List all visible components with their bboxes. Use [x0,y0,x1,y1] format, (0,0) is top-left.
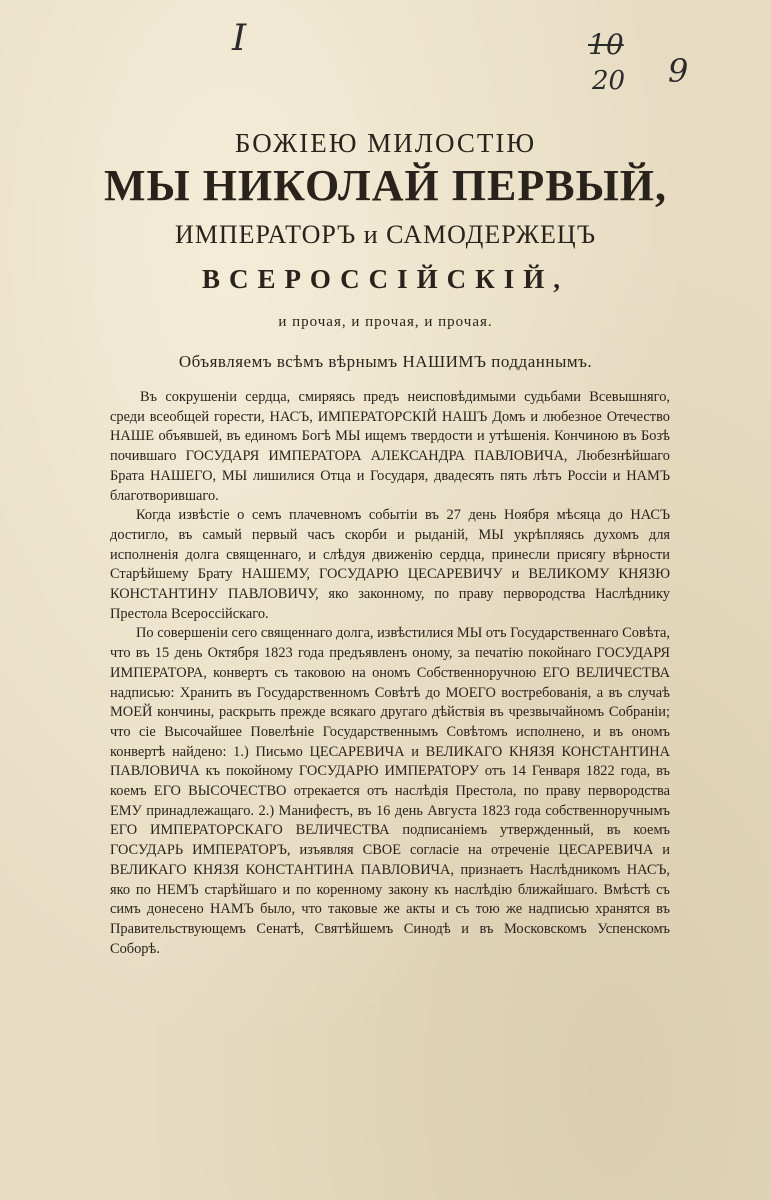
heading-all-russian: ВСЕРОССІЙСКІЙ, [201,264,570,294]
handwritten-number-20: 20 [592,66,626,96]
handwritten-number-9: 9 [668,52,689,90]
paragraph-1: Въ сокрушеніи сердца, смиряясь предъ неисповѣдимыми судьбами Всевышняго, среди всеобщей горести, НАСЪ, ИМПЕРАТОРСКІЙ НАШЪ Домъ и любезное Отечество НАШЕ объявшей, въ единомъ Богѣ МЫ ищемъ твердости и утѣшенія. Кончиною въ Бозѣ почившаго ГОСУДАРЯ ИМПЕРАТОРА АЛЕКСАНДРА ПАВЛОВИЧА, Любезнѣйшаго Брата НАШЕГО, МЫ лишилися Отца и Государя, двадесять пять лѣтъ Россіи и НАМЪ благотворившаго. [110,389,670,504]
manifesto-body [110,388,670,959]
heading-by-grace: БОЖІЕЮ МИЛОСТІЮ [234,128,537,158]
heading-emperor-name: МЫ НИКОЛАЙ ПЕРВЫЙ, [103,161,668,210]
handwritten-roman-numeral: I [232,18,249,59]
paragraph-2: Когда извѣстіе о семъ плачевномъ событіи въ 27 день Ноября мѣсяца до НАСЪ достигло, въ самый первый часъ скорби и рыданій, МЫ укрѣпляясь духомъ для исполненія долга священнаго, и слѣдуя движенію сердца, принесли присягу вѣрности Старѣйшему Брату НАШЕМУ, ГОСУДАРЮ ЦЕСАРЕВИЧУ и ВЕЛИКОМУ КНЯЗЮ КОНСТАНТИНУ ПАВЛОВИЧУ, яко законному, по праву первородства Наслѣднику Престола Всероссійскаго. [110,507,670,622]
heading-etcetera: и прочая, и прочая, и прочая. [278,314,493,330]
handwritten-crossed-number: 10 [588,28,624,61]
heading-announcement: Объявляемъ всѣмъ вѣрнымъ НАШИМЪ подданнымъ. [178,352,593,371]
paragraph-3: По совершеніи сего священнаго долга, извѣстилися МЫ отъ Государственнаго Совѣта, что въ 15 день Октября 1823 года предъявленъ оному, за печатію покойнаго ГОСУДАРЯ ИМПЕРАТОРА, конвертъ съ таковою на ономъ Собственноручною ЕГО ВЕЛИЧЕСТВА надписью: Хранить въ Государственномъ Совѣтѣ до МОЕГО востребованія, а въ случаѣ МОЕЙ кончины, раскрыть прежде всякаго другаго дѣйствія въ чрезвычайномъ Собраніи; что сіе Высочайшее Повелѣніе Государственнымъ Совѣтомъ исполнено, и въ ономъ конвертѣ найдено: 1.) Письмо ЦЕСАРЕВИЧА и ВЕЛИКАГО КНЯЗЯ КОНСТАНТИНА ПАВЛОВИЧА къ покойному ГОСУДАРЮ ИМПЕРАТОРУ отъ 14 Генваря 1822 года, въ коемъ ЕГО ВЫСОЧЕСТВО отрекается отъ наслѣдія Престола, по праву первородства ЕМУ принадлежащаго. 2.) Манифестъ, въ 16 день Августа 1823 года собственноручнымъ ЕГО ИМПЕРАТОРСКАГО ВЕЛИЧЕСТВА подписаніемъ утвержденный, въ коемъ ГОСУДАРЬ ИМПЕРАТОРЪ, изъявляя СВОЕ согласіе на отреченіе ЦЕСАРЕВИЧА и ВЕЛИКАГО КНЯЗЯ КОНСТАНТИНА ПАВЛОВИЧА, признаетъ Наслѣдникомъ НАСЪ, яко по НЕМЪ старѣйшаго и по коренному закону къ наслѣдію ближайшаго. Вмѣстѣ съ симъ донесено НАМЪ было, что таковые же акты и съ тою же надписью хранятся въ Правительствующемъ Сенатѣ, Святѣйшемъ Синодѣ и въ Московскомъ Успенскомъ Соборѣ. [110,625,670,957]
heading-emperor-title: ИМПЕРАТОРЪ и САМОДЕРЖЕЦЪ [174,220,597,249]
